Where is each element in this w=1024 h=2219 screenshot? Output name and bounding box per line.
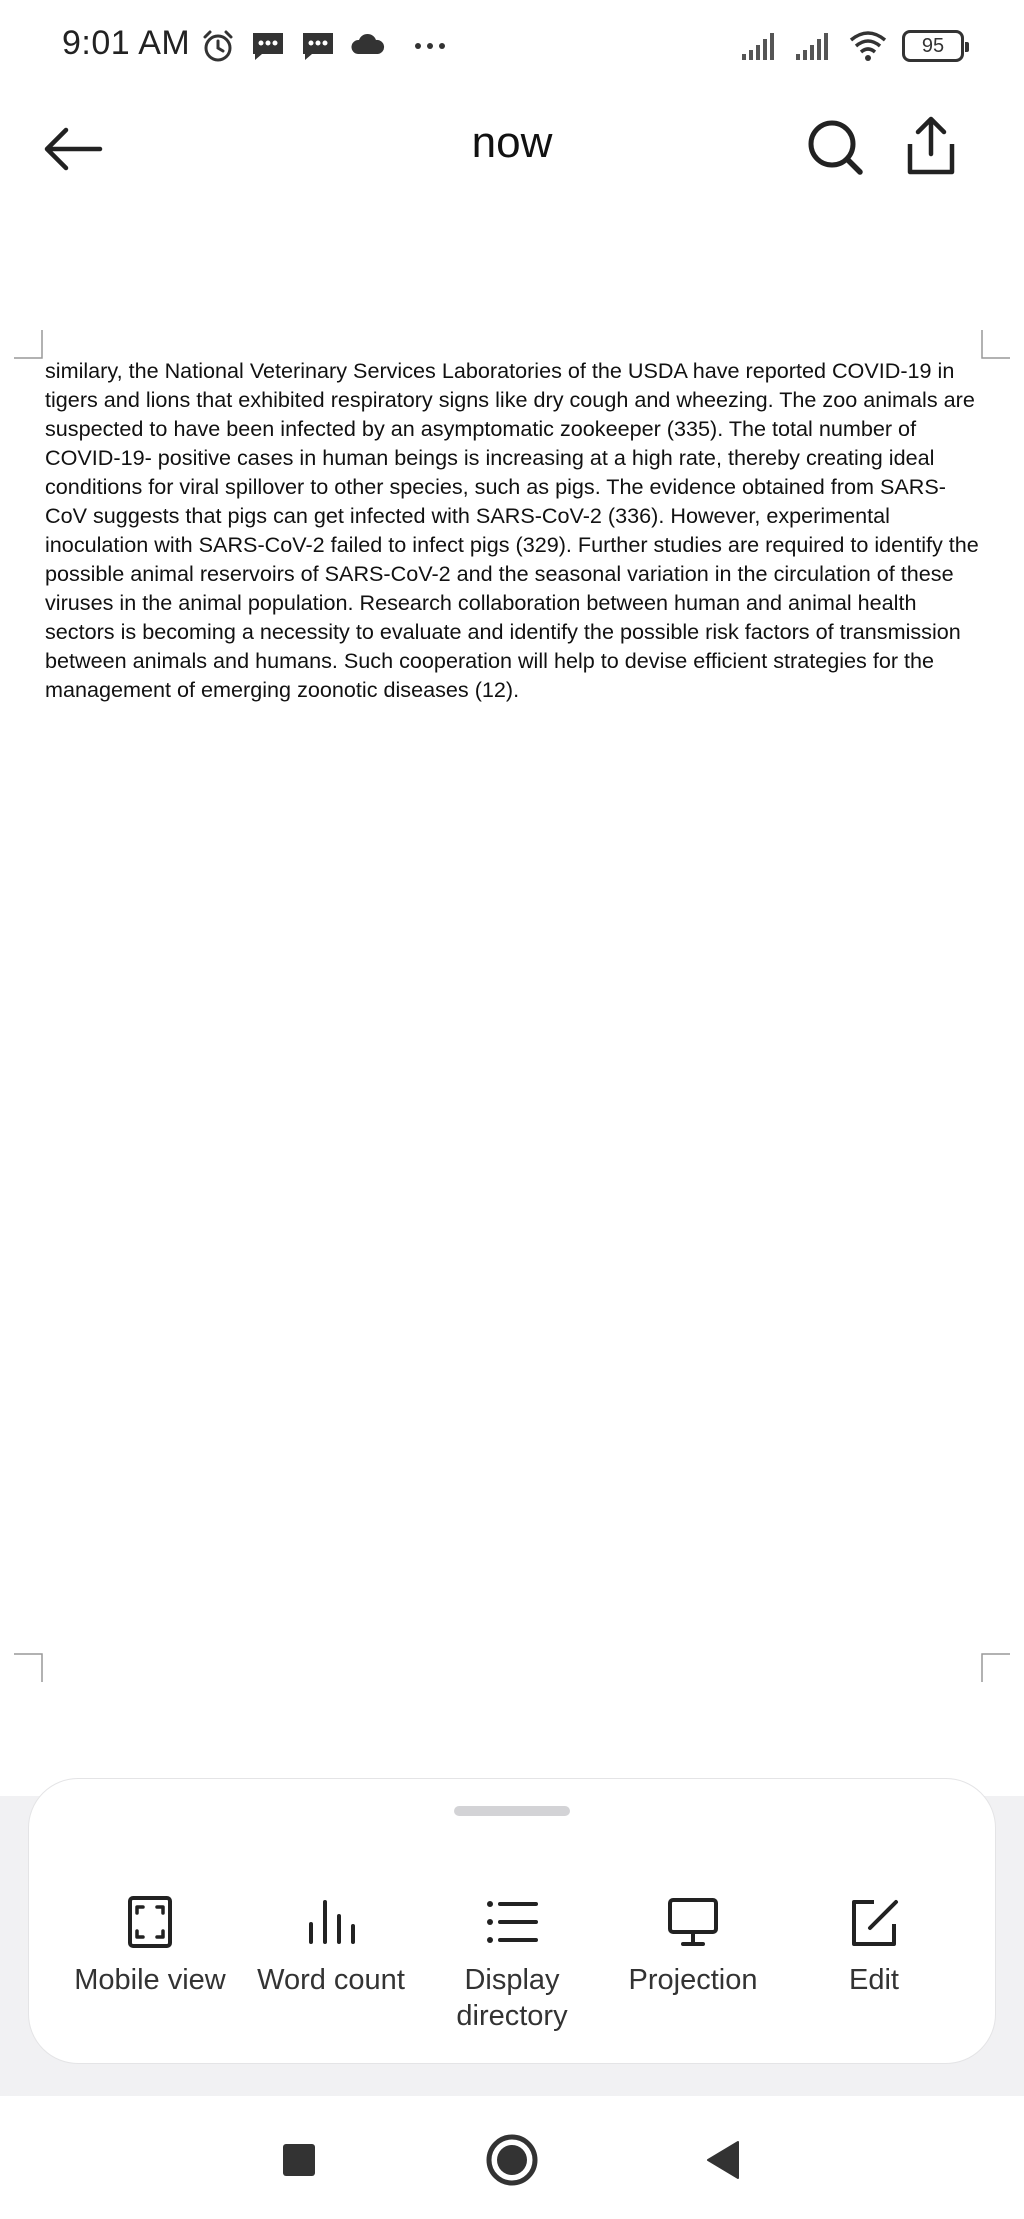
directory-list-icon: [484, 1894, 540, 1950]
word-count-icon: [303, 1894, 359, 1950]
page-corner-top-right: [980, 330, 1010, 360]
mobile-view-button[interactable]: [60, 1894, 240, 1998]
recents-square-icon[interactable]: [271, 2132, 327, 2188]
back-triangle-icon[interactable]: [696, 2132, 752, 2188]
document-paragraph: similary, the National Veterinary Services Laboratories of the USDA have reported COVID-19 in tigers and lions that exhibited respiratory signs like dry cough and wheezing. The zoo animals are suspected to have been infected by an asymptomatic zookeeper (335). The total number of COVID-19- positive cases in human beings is increasing at a high rate, thereby creating ideal conditions for viral spillover to other species, such as pigs. The evidence obtained from SARS-CoV suggests that pigs can get infected with SARS-CoV-2 (336). However, experimental inoculation with SARS-CoV-2 failed to infect pigs (329). Further studies are required to identify the possible animal reservoirs of SARS-CoV-2 and the seasonal variation in the circulation of these viruses in the animal population. Research collaboration between human and animal health sectors is becoming a necessity to evaluate and identify the possible risk factors of transmission between animals and humans. Such cooperation will help to devise efficient strategies for the management of emerging zoonotic diseases (12).: [45, 358, 979, 702]
word-count-label: Word count: [257, 1964, 405, 1996]
status-time: 9:01 AM: [62, 24, 191, 62]
wifi-icon: [848, 28, 888, 64]
mobile-view-label: Mobile view: [74, 1964, 226, 1996]
cloud-icon: [350, 28, 386, 64]
home-circle-icon[interactable]: [484, 2132, 540, 2188]
projection-button[interactable]: [603, 1894, 783, 1998]
document-title: now: [471, 118, 553, 167]
edit-button[interactable]: [784, 1894, 964, 1998]
edit-icon: [846, 1894, 902, 1950]
system-nav-bar: [0, 2096, 1024, 2219]
signal-icon: [794, 28, 834, 64]
alarm-icon: [200, 28, 236, 64]
share-icon[interactable]: [896, 112, 966, 182]
sheet-drag-handle[interactable]: [454, 1806, 570, 1816]
mobile-view-icon: [122, 1894, 178, 1950]
display-directory-label: Display directory: [456, 1964, 568, 2032]
app-bar: [0, 96, 1024, 200]
page-corner-top-left: [14, 330, 44, 360]
status-icons-right: [740, 28, 964, 64]
projection-label: Projection: [628, 1964, 758, 1996]
bottom-sheet-actions: [60, 1894, 964, 2044]
page-corner-bottom-right: [980, 1652, 1010, 1682]
status-bar: [0, 0, 1024, 96]
message-icon: [250, 28, 286, 64]
search-icon[interactable]: [800, 112, 870, 182]
monitor-icon: [665, 1894, 721, 1950]
status-icons-left: [200, 28, 448, 64]
display-directory-button[interactable]: [422, 1894, 602, 2034]
more-dots-icon: [412, 28, 448, 64]
signal-icon: [740, 28, 780, 64]
word-count-button[interactable]: [241, 1894, 421, 1998]
edit-label: Edit: [849, 1964, 899, 1996]
message-icon: [300, 28, 336, 64]
battery-icon: 95: [902, 30, 964, 62]
page-corner-bottom-left: [14, 1652, 44, 1682]
